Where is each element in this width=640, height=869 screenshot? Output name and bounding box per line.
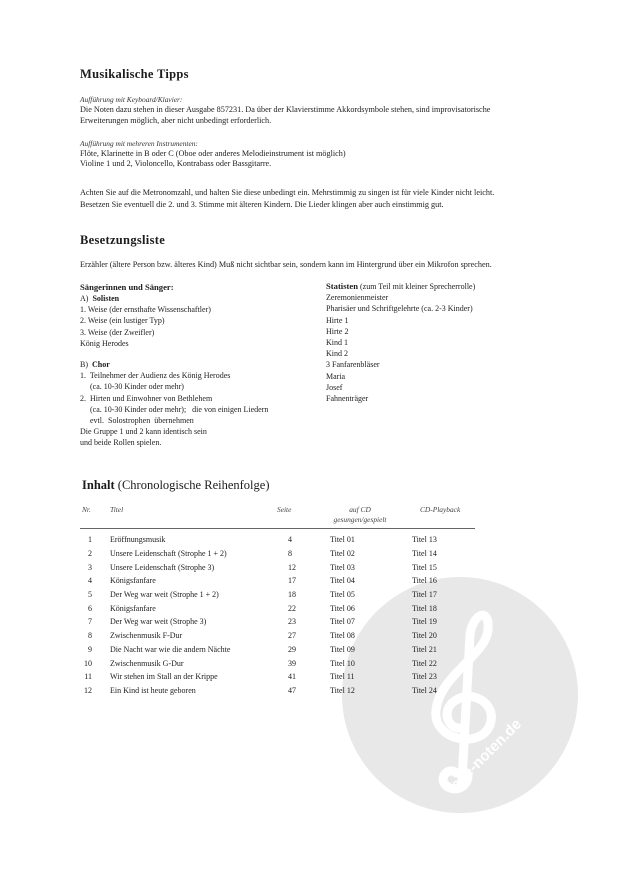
row-cd-playback: Titel 18 [412, 603, 437, 613]
row-cd-playback: Titel 19 [412, 617, 437, 627]
header-nr: Nr. [82, 505, 91, 514]
contents-title: Inhalt [82, 478, 115, 492]
choir-line: (ca. 10-30 Kinder oder mehr); die von einigen Liedern [80, 404, 269, 414]
table-row [80, 560, 482, 574]
keyboard-heading: Aufführung mit Keyboard/Klavier: [80, 95, 183, 104]
keyboard-text-line1: Die Noten dazu stehen in dieser Ausgabe 857231. Da über der Klavierstimme Akkordsymbole stehen, sind improvisatorische [80, 105, 491, 114]
row-page: 4 [288, 535, 292, 545]
row-page: 12 [288, 562, 296, 572]
row-title: Der Weg war weit (Strophe 1 + 2) [110, 590, 219, 600]
row-cd-sung: Titel 10 [330, 658, 355, 668]
metronome-text-line2: Besetzen Sie eventuell die 2. und 3. Stimme mit älteren Kindern. Die Lieder klingen aber auch einstimmig gut. [80, 200, 444, 209]
soloists-label: Solisten [92, 294, 120, 303]
soloists-block [80, 293, 211, 349]
extras-item: Maria [326, 371, 346, 381]
row-cd-playback: Titel 20 [412, 631, 437, 641]
extras-item: Zeremonienmeister [326, 293, 389, 303]
soloist-item: 3. Weise (der Zweifler) [80, 327, 155, 337]
row-cd-sung: Titel 03 [330, 562, 355, 572]
row-page: 22 [288, 603, 296, 613]
row-number: 7 [88, 617, 92, 627]
row-title: Unsere Leidenschaft (Strophe 1 + 2) [110, 549, 227, 559]
row-number: 5 [88, 590, 92, 600]
choir-line: Die Gruppe 1 und 2 kann identisch sein [80, 427, 207, 437]
row-title: Königsfanfare [110, 576, 156, 586]
soloist-item: König Herodes [80, 338, 129, 348]
table-row [80, 656, 482, 670]
extras-heading [326, 281, 475, 292]
soloists-prefix: A) [80, 294, 89, 303]
row-cd-playback: Titel 17 [412, 590, 437, 600]
svg-text:alle-noten.de: alle-noten.de [447, 715, 526, 794]
table-row [80, 547, 482, 561]
row-cd-sung: Titel 01 [330, 535, 355, 545]
choir-line: 2. Hirten und Einwohner von Bethlehem [80, 393, 213, 403]
row-cd-sung: Titel 09 [330, 644, 355, 654]
choir-line: und beide Rollen spielen. [80, 438, 162, 448]
row-cd-playback: Titel 21 [412, 644, 437, 654]
soloist-item: 2. Weise (ein lustiger Typ) [80, 316, 165, 326]
header-playback: CD-Playback [420, 505, 461, 514]
row-number: 9 [88, 644, 92, 654]
row-title: Zwischenmusik F-Dur [110, 631, 183, 641]
contents-subtitle: (Chronologische Reihenfolge) [117, 478, 270, 492]
instruments-heading: Aufführung mit mehreren Instrumenten: [80, 139, 198, 148]
row-page: 18 [288, 590, 296, 600]
extras-item: Pharisäer und Schriftgelehrte (ca. 2-3 Kinder) [326, 304, 473, 314]
extras-item: Kind 1 [326, 338, 348, 348]
row-title: Ein Kind ist heute geboren [110, 685, 196, 695]
row-title: Unsere Leidenschaft (Strophe 3) [110, 562, 215, 572]
row-title: Der Weg war weit (Strophe 3) [110, 617, 207, 627]
row-cd-playback: Titel 15 [412, 562, 437, 572]
extras-item: Hirte 1 [326, 315, 349, 325]
row-cd-playback: Titel 24 [412, 685, 437, 695]
choir-label: Chor [92, 360, 110, 369]
contents-heading [82, 478, 269, 493]
row-page: 8 [288, 549, 292, 559]
singers-heading: Sängerinnen und Sänger: [80, 282, 174, 292]
row-page: 23 [288, 617, 296, 627]
row-cd-sung: Titel 05 [330, 590, 355, 600]
narrator-text: Erzähler (ältere Person bzw. älteres Kind) Muß nicht sichtbar sein, sondern kann im Hintergrund über ein Mikrofon sprechen. [80, 260, 492, 269]
choir-line: 1. Teilnehmer der Audienz des König Herodes [80, 371, 231, 381]
row-title: Zwischenmusik G-Dur [110, 658, 184, 668]
tips-title: Musikalische Tipps [80, 67, 189, 81]
choir-line: evtl. Solostrophen übernehmen [80, 416, 194, 426]
extras-item: Hirte 2 [326, 326, 349, 336]
table-row [80, 601, 482, 615]
row-title: Wir stehen im Stall an der Krippe [110, 672, 218, 682]
header-sung-2: gesungen/gespielt [333, 515, 387, 524]
row-cd-sung: Titel 08 [330, 631, 355, 641]
row-page: 17 [288, 576, 296, 586]
extras-item: Kind 2 [326, 349, 348, 359]
row-cd-sung: Titel 12 [330, 685, 355, 695]
row-title: Eröffnungsmusik [110, 535, 166, 545]
row-number: 1 [88, 535, 92, 545]
row-cd-sung: Titel 04 [330, 576, 355, 586]
row-title: Die Nacht war wie die andern Nächte [110, 644, 231, 654]
cast-title: Besetzungsliste [80, 233, 166, 247]
keyboard-text-line2: Erweiterungen möglich, aber nicht unbedingt erforderlich. [80, 116, 272, 125]
row-page: 29 [288, 644, 296, 654]
choir-prefix: B) [80, 360, 88, 369]
contents-table [80, 533, 482, 697]
soloists-heading [80, 293, 211, 304]
row-number: 6 [88, 603, 92, 613]
extras-item: Fahnenträger [326, 394, 369, 404]
row-number: 4 [88, 576, 92, 586]
header-sung-1: auf CD [349, 505, 371, 514]
choir-heading [80, 359, 268, 370]
row-cd-sung: Titel 11 [330, 672, 355, 682]
instruments-text-line2: Violine 1 und 2, Violoncello, Kontrabass oder Bassgitarre. [80, 159, 272, 168]
choir-line: (ca. 10-30 Kinder oder mehr) [80, 382, 184, 392]
row-number: 8 [88, 631, 92, 641]
extras-title: Statisten [326, 281, 358, 291]
metronome-text-line1: Achten Sie auf die Metronomzahl, und halten Sie diese unbedingt ein. Mehrstimmig zu singen ist für viele Kinder nicht leicht. [80, 188, 495, 197]
table-row [80, 533, 482, 547]
table-row [80, 588, 482, 602]
row-cd-sung: Titel 06 [330, 603, 355, 613]
row-number: 11 [84, 672, 92, 682]
instruments-text-line1: Flöte, Klarinette in B oder C (Oboe oder anderes Melodieinstrument ist möglich) [80, 149, 346, 158]
header-seite: Seite [277, 505, 292, 514]
table-rule [80, 528, 475, 529]
row-cd-playback: Titel 22 [412, 658, 437, 668]
row-cd-sung: Titel 02 [330, 549, 355, 559]
row-title: Königsfanfare [110, 603, 156, 613]
row-number: 12 [84, 685, 92, 695]
row-page: 39 [288, 658, 296, 668]
table-row [80, 670, 482, 684]
extras-item: 3 Fanfarenbläser [326, 360, 380, 370]
table-row [80, 629, 482, 643]
row-cd-playback: Titel 23 [412, 672, 437, 682]
soloist-item: 1. Weise (der ernsthafte Wissenschaftler) [80, 305, 211, 315]
table-row [80, 684, 482, 698]
row-cd-playback: Titel 16 [412, 576, 437, 586]
row-number: 10 [84, 658, 92, 668]
row-page: 27 [288, 631, 296, 641]
row-cd-playback: Titel 13 [412, 535, 437, 545]
row-page: 41 [288, 672, 296, 682]
choir-block [80, 359, 268, 449]
row-number: 3 [88, 562, 92, 572]
row-page: 47 [288, 685, 296, 695]
row-number: 2 [88, 549, 92, 559]
header-titel: Titel [110, 505, 124, 514]
table-row [80, 643, 482, 657]
row-cd-sung: Titel 07 [330, 617, 355, 627]
table-row [80, 574, 482, 588]
table-row [80, 615, 482, 629]
extras-block [326, 281, 475, 404]
extras-item: Josef [326, 382, 343, 392]
extras-note: (zum Teil mit kleiner Sprecherrolle) [360, 282, 476, 291]
contents-table-body [80, 533, 482, 697]
row-cd-playback: Titel 14 [412, 549, 437, 559]
